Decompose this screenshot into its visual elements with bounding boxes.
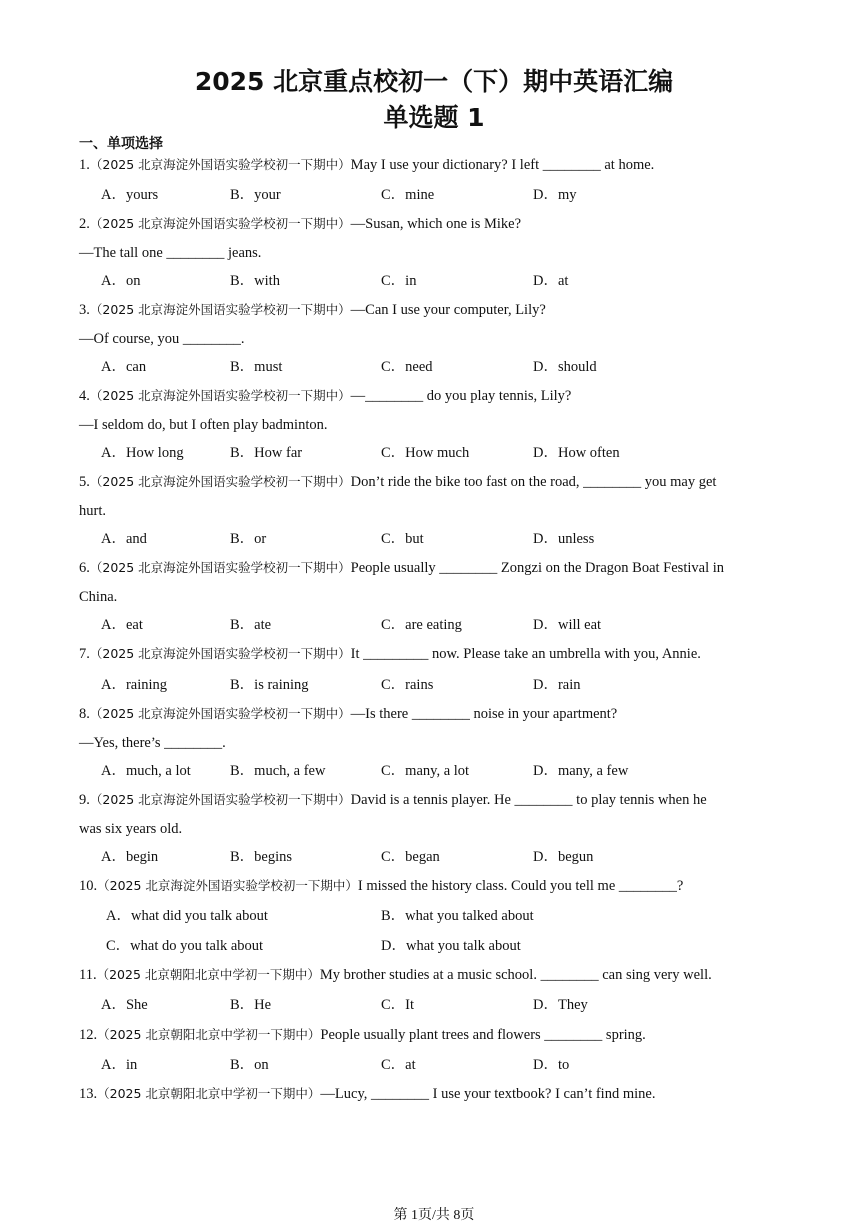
answer-option: D．How often (533, 445, 620, 461)
question-stem (79, 644, 701, 664)
question-source: （2025 北京海淀外国语实验学校初一下期中） (89, 216, 351, 231)
question-stem (79, 965, 712, 985)
answer-option: C．rains (381, 677, 434, 693)
answer-option: C．but (381, 531, 424, 547)
answer-option: B．what you talked about (381, 908, 534, 924)
question-stem (79, 876, 683, 896)
question-stem-continued: —The tall one ________ jeans. (79, 245, 262, 261)
answer-option: C．what do you talk about (106, 938, 264, 954)
question-source: （2025 北京海淀外国语实验学校初一下期中） (89, 157, 351, 172)
question-text: —Is there ________ noise in your apartment? (350, 706, 618, 722)
question-text: I missed the history class. Could you tell me ________? (357, 878, 684, 894)
question-text: David is a tennis player. He ________ to play tennis when he (350, 792, 707, 808)
question-source: （2025 北京海淀外国语实验学校初一下期中） (89, 302, 351, 317)
question-number: 10. (79, 878, 98, 894)
question-number: 11. (79, 967, 97, 983)
question-stem (79, 1025, 646, 1045)
answer-option: B．your (230, 187, 281, 203)
answer-option: A．much, a lot (101, 763, 191, 779)
answer-option: B．He (230, 997, 272, 1013)
question-stem-continued: —Yes, there’s ________. (79, 735, 226, 751)
answer-option: C．How much (381, 445, 470, 461)
question-stem (79, 790, 707, 810)
answer-option: D．unless (533, 531, 595, 547)
question-stem (79, 472, 716, 492)
answer-option: A．How long (101, 445, 184, 461)
answer-option: C．need (381, 359, 433, 375)
question-stem (79, 558, 724, 578)
answer-option: B．or (230, 531, 267, 547)
question-source: （2025 北京海淀外国语实验学校初一下期中） (89, 388, 351, 403)
question-stem (79, 300, 546, 320)
answer-option: A．raining (101, 677, 168, 693)
answer-option: B．is raining (230, 677, 309, 693)
question-source: （2025 北京朝阳北京中学初一下期中） (97, 1086, 321, 1101)
question-stem-continued: —Of course, you ________. (79, 331, 245, 347)
answer-option: B．with (230, 273, 280, 289)
answer-option: B．begins (230, 849, 293, 865)
answer-option: A．what did you talk about (106, 908, 268, 924)
question-source: （2025 北京海淀外国语实验学校初一下期中） (89, 706, 351, 721)
answer-option: D．They (533, 997, 588, 1013)
question-source: （2025 北京海淀外国语实验学校初一下期中） (89, 646, 351, 661)
question-stem (79, 214, 521, 234)
question-stem-continued: China. (79, 589, 118, 605)
question-source: （2025 北京海淀外国语实验学校初一下期中） (97, 878, 358, 893)
answer-option: A．can (101, 359, 147, 375)
page-footer: 第 1页/共 8页 (393, 1208, 475, 1223)
question-number: 6. (79, 560, 90, 576)
answer-option: A．on (101, 273, 141, 289)
question-number: 8. (79, 706, 90, 722)
question-number: 3. (79, 302, 90, 318)
answer-option: B．must (230, 359, 283, 375)
question-number: 4. (79, 388, 90, 404)
question-number: 5. (79, 474, 90, 490)
document-subtitle: 单选题 1 (383, 103, 485, 132)
question-text: Don’t ride the bike too fast on the road, ________ you may get (350, 474, 717, 490)
question-source: （2025 北京朝阳北京中学初一下期中） (97, 1027, 321, 1042)
question-source: （2025 北京海淀外国语实验学校初一下期中） (89, 792, 351, 807)
answer-option: C．in (381, 273, 417, 289)
answer-option: A．begin (101, 849, 159, 865)
answer-option: C．It (381, 997, 415, 1013)
answer-option: D．will eat (533, 617, 602, 633)
answer-option: C．began (381, 849, 440, 865)
answer-option: A．in (101, 1057, 138, 1073)
answer-option: D．rain (533, 677, 581, 693)
question-source: （2025 北京海淀外国语实验学校初一下期中） (89, 560, 351, 575)
question-text: It _________ now. Please take an umbrella with you, Annie. (350, 646, 701, 662)
question-text: People usually ________ Zongzi on the Dragon Boat Festival in (350, 560, 724, 576)
answer-option: A．yours (101, 187, 159, 203)
question-text: May I use your dictionary? I left ________ at home. (350, 157, 655, 173)
document-title: 2025 北京重点校初一（下）期中英语汇编 (194, 67, 674, 96)
question-text: —Can I use your computer, Lily? (350, 302, 546, 318)
answer-option: B．much, a few (230, 763, 326, 779)
question-source: （2025 北京朝阳北京中学初一下期中） (96, 967, 320, 982)
question-text: —Susan, which one is Mike? (350, 216, 522, 232)
question-stem (79, 1084, 655, 1104)
answer-option: D．should (533, 359, 597, 375)
question-number: 13. (79, 1086, 98, 1102)
question-number: 12. (79, 1027, 98, 1043)
answer-option: C．mine (381, 187, 435, 203)
answer-option: D．my (533, 187, 577, 203)
answer-option: D．to (533, 1057, 570, 1073)
answer-option: C．many, a lot (381, 763, 470, 779)
question-stem-continued: was six years old. (79, 821, 183, 837)
answer-option: B．ate (230, 617, 272, 633)
question-text: People usually plant trees and flowers ________ spring. (320, 1027, 646, 1043)
answer-option: A．She (101, 997, 148, 1013)
answer-option: D．many, a few (533, 763, 629, 779)
answer-option: A．and (101, 531, 147, 547)
question-stem-continued: —I seldom do, but I often play badminton. (79, 417, 328, 433)
answer-option: B．How far (230, 445, 303, 461)
question-stem (79, 704, 617, 724)
question-source: （2025 北京海淀外国语实验学校初一下期中） (89, 474, 351, 489)
question-stem-continued: hurt. (79, 503, 106, 519)
answer-option: D．begun (533, 849, 594, 865)
question-number: 9. (79, 792, 90, 808)
question-text: My brother studies at a music school. ________ can sing very well. (319, 967, 712, 983)
question-stem (79, 155, 654, 175)
question-number: 1. (79, 157, 90, 173)
section-heading: 一、单项选择 (79, 136, 163, 152)
answer-option: A．eat (101, 617, 143, 633)
question-text: —________ do you play tennis, Lily? (350, 388, 572, 404)
answer-option: C．at (381, 1057, 416, 1073)
question-number: 7. (79, 646, 90, 662)
question-stem (79, 386, 571, 406)
answer-option: C．are eating (381, 617, 462, 633)
question-text: —Lucy, ________ I use your textbook? I can’t find mine. (320, 1086, 656, 1102)
answer-option: D．at (533, 273, 569, 289)
answer-option: B．on (230, 1057, 269, 1073)
answer-option: D．what you talk about (381, 938, 521, 954)
question-number: 2. (79, 216, 90, 232)
